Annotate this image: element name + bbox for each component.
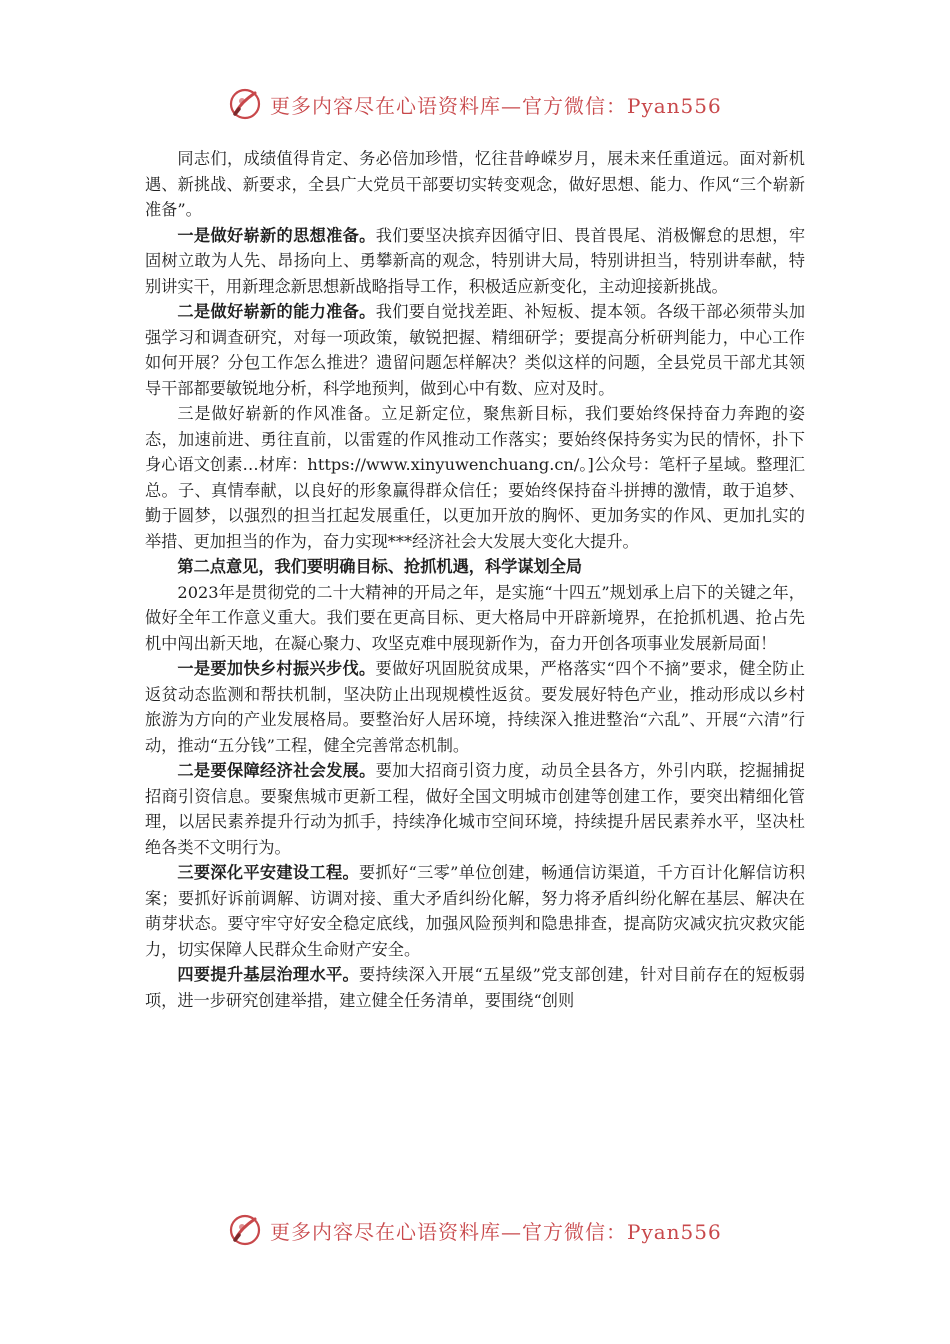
paragraph-2023: 2023年是贯彻党的二十大精神的开局之年，是实施“十四五”规划承上启下的关键之年，做好全年工作意义重大。我们要在更高目标、更大格局中开辟新境界，在抢抓机遇、抢占先机中闯出新天地，在凝心聚力、攻坚克难中展现新作为，奋力开创各项事业发展新局面！ <box>145 582 805 653</box>
paragraph-safety: 三要深化平安建设工程。要抓好“三零”单位创建，畅通信访渠道，千方百计化解信访积案；要抓好诉前调解、访调对接、重大矛盾纠纷化解，努力将矛盾纠纷化解在基层、解决在萌芽状态。要守牢守好安全稳定底线，加强风险预判和隐患排查，提高防灾减灾抗灾救灾能力，切实保障人民群众生命财产安全。 <box>145 863 805 959</box>
paragraph-lead: 一是做好崭新的思想准备。 <box>177 225 376 245</box>
section-heading: 第二点意见，我们要明确目标、抢抓机遇，科学谋划全局 <box>177 557 583 576</box>
banner-text: 更多内容尽在心语资料库—官方微信：Pyan556 <box>270 93 722 118</box>
paragraph-style: 三是做好崭新的作风准备。立足新定位，聚焦新目标，我们要始终保持奋力奔跑的姿态，加速前进、勇往直前，以雷霆的作风推动工作落实；要始终保持务实为民的情怀，扑下身心语文创素…材库：https://www.xinyuwenchuang.cn/。]公众号：笔杆子星域。整理汇总。子、真情奉献，以良好的形象赢得群众信任；要始终保持奋斗拼搏的激情，敢于追梦、勤于圆梦，以强烈的担当扛起发展重任，以更加开放的胸怀、更加务实的作风、更加扎实的举措、更加担当的作为，奋力实现***经济社会大发展大变化大提升。 <box>145 404 805 551</box>
banner-text: 更多内容尽在心语资料库—官方微信：Pyan556 <box>270 1219 722 1244</box>
paragraph-rural: 一是要加快乡村振兴步伐。要做好巩固脱贫成果，严格落实“四个不摘”要求，健全防止返贫动态监测和帮扶机制，坚决防止出现规模性返贫。要发展好特色产业，推动形成以乡村旅游为方向的产业发展格局。要整治好人居环境，持续深入推进整治“六乱”、开展“六清”行动，推动“五分钱”工程，健全完善常态机制。 <box>145 659 805 755</box>
brush-logo-icon <box>228 87 262 121</box>
paragraph-lead: 四要提升基层治理水平。 <box>177 965 359 984</box>
paragraph-intro: 同志们，成绩值得肯定、务必倍加珍惜，忆往昔峥嵘岁月，展未来任重道远。面对新机遇、新挑战、新要求，全县广大党员干部要切实转变观念，做好思想、能力、作风“三个崭新准备”。 <box>145 149 805 219</box>
paragraph-thought: 一是做好崭新的思想准备。我们要坚决摈弃因循守旧、畏首畏尾、消极懈怠的思想，牢固树立敢为人先、昂扬向上、勇攀新高的观念，特别讲大局，特别讲担当，特别讲奉献，特别讲实干，用新理念新思想新战略指导工作，积极适应新变化，主动迎接新挑战。 <box>145 225 806 296</box>
paragraph-governance: 四要提升基层治理水平。要持续深入开展“五星级”党支部创建，针对目前存在的短板弱项，进一步研究创建举措，建立健全任务清单，要围绕“创则 <box>145 965 805 1010</box>
paragraph-economy: 二是要保障经济社会发展。要加大招商引资力度，动员全县各方，外引内联，挖掘捕捉招商引资信息。要聚焦城市更新工程，做好全国文明城市创建等创建工作，要突出精细化管理，以居民素养提升行动为抓手，持续净化城市空间环境，持续提升居民素养水平，坚决杜绝各类不文明行为。 <box>145 761 806 857</box>
header-banner <box>0 82 950 126</box>
paragraph-ability: 二是做好崭新的能力准备。我们要自觉找差距、补短板、提本领。各级干部必须带头加强学习和调查研究，对每一项政策，敏锐把握、精细研学；要提高分析研判能力，中心工作如何开展？分包工作怎么推进？遗留问题怎样解决？类似这样的问题，全县党员干部尤其领导干部都要敏锐地分析，科学地预判，做到心中有数、应对及时。 <box>145 302 806 398</box>
paragraph-lead: 二是要保障经济社会发展。 <box>177 761 376 780</box>
document-body <box>145 146 805 1013</box>
paragraph-lead: 三要深化平安建设工程。 <box>177 863 359 882</box>
paragraph-lead: 一是要加快乡村振兴步伐。 <box>177 659 376 678</box>
paragraph-lead: 二是做好崭新的能力准备。 <box>177 302 376 321</box>
footer-banner <box>0 1208 950 1252</box>
brush-logo-icon <box>228 1213 262 1247</box>
